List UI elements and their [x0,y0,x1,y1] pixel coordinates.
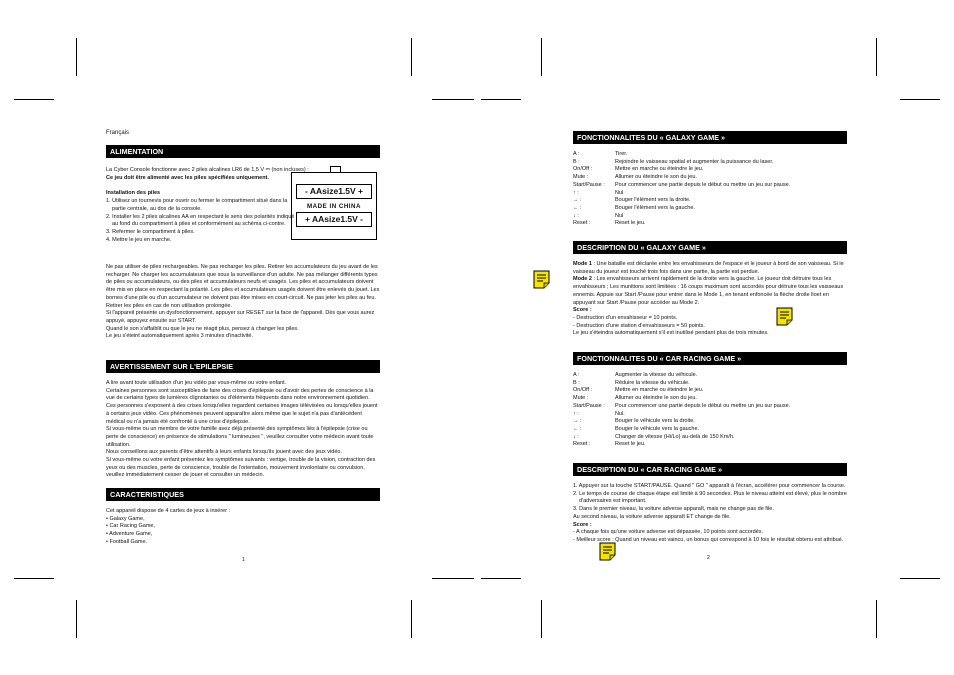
key-label: Reset : [573,441,591,448]
key-label: ← : [573,425,582,432]
car-line: d'adversaires est important. [579,498,647,505]
section-header-alimentation: ALIMENTATION [106,145,380,158]
car-line: Au second niveau, la voiture adverse apparaît ET change de file. [573,513,731,520]
crop-mark [900,578,940,579]
mode1-paragraph [573,261,847,276]
table-row [573,434,847,442]
galaxy-footer: Le jeu s'éteindra automatiquement s'il est inutilisé pendant plus de trois minutes. [573,330,769,337]
epilepsie-text [106,380,380,480]
key-label: A : [573,151,580,157]
key-label: ↑ : [573,410,579,417]
mode2-paragraph [573,276,847,307]
key-desc: Bouger le véhicule vers la gauche. [615,425,700,432]
alimentation-warning: Ce jeu doit être alimenté avec les piles spécifiées uniquement. [106,174,269,181]
alimentation-intro: La Cyber Console fonctionne avec 2 piles alcalines LR6 de 1,5 V ⎓ (non incluses) : [106,167,309,173]
galaxy-functions-table [573,151,847,228]
crop-mark [432,99,474,100]
key-desc: Reset le jeu. [615,220,646,227]
crop-mark [481,99,521,100]
paragraph: Nous conseillons aux parents d'être attentifs à leurs enfants lorsqu'ils jouent avec des jeux vidéo. [106,449,342,456]
key-desc: Réduire la vitesse du véhicule. [615,379,690,386]
key-label: ↑ : [573,189,579,196]
list-item: • Car Racing Game, [106,523,155,530]
paragraph: Le jeu s'éteint automatiquement après 3 minutes d'inactivité. [106,333,254,340]
key-label: ↓ : [573,212,579,219]
alimentation-text [106,167,309,244]
crop-mark [876,600,877,638]
table-row [573,190,847,198]
install-step: au fond du compartiment à piles et conformément au schéma ci-contre. [112,221,286,228]
score-line: - Destruction d'une station d'envahisseurs = 50 points. [573,322,705,329]
page-language: Français [106,130,130,136]
section-header-car-functions: FONCTIONNALITES DU « CAR RACING GAME » [573,352,847,365]
car-functions-table [573,372,847,449]
key-label: ↓ : [573,433,579,440]
install-step: 2. Installer les 2 piles alcalines AA en respectant le sens des polarités indiqué [106,213,295,220]
table-row [573,166,847,174]
table-row [573,395,847,403]
key-label: Start/Pause : [573,402,605,409]
battery-cell-top: - AAsize1.5V + [296,184,372,199]
paragraph: Si vous-même ou un membre de votre famille avez déjà présenté des symptômes liés à l'épilepsie (crise ou perte de conscience) en présence de stimulations " lumineuses ", veuillez consulter votre médecin avant toute utilisation. [106,426,374,448]
table-row [573,441,847,449]
section-header-car-description: DESCRIPTION DU « CAR RACING GAME » [573,463,847,476]
paragraph: Si l'appareil présente un dysfonctionnement, appuyer sur RESET sur la face de l'appareil. Dès que vous aurez appuyé, appuyez ensuite sur START. [106,310,375,324]
section-header-caracteristiques: CARACTERISTIQUES [106,488,380,501]
crop-mark [76,600,77,638]
table-row [573,418,847,426]
section-header-galaxy-description: DESCRIPTION DU « GALAXY GAME » [573,241,847,254]
section-header-epilepsie: AVERTISSEMENT SUR L'EPILEPSIE [106,360,380,373]
table-row [573,182,847,190]
table-row [573,411,847,419]
car-line: 1. Appuyer sur la touche START/PAUSE. Quand " GO " apparaît à l'écran, accélérer pour commencer la course. [573,483,846,489]
key-desc: Pour commencer une partie depuis le début ou mettre un jeu sur pause. [615,181,791,188]
car-description-text [573,483,847,545]
key-desc: Pour commencer une partie depuis le début ou mettre un jeu sur pause. [615,402,791,409]
page-number-left: 1 [242,557,245,563]
install-step: 1. Utilisez un tournevis pour ouvrir ou fermer le compartiment situé dans la [106,198,288,205]
key-desc: Allumer ou éteindre le son du jeu. [615,395,697,402]
battery-made-in: MADE IN CHINA [307,203,361,210]
galaxy-description-text [573,261,847,338]
list-item: • Football Game. [106,538,148,545]
crop-mark [14,99,54,100]
car-line: 2. Le temps de course de chaque étape est limité à 90 secondes. Plus le niveau atteint est élevé, plus le nombre [573,490,847,497]
key-desc: Changer de vitesse (Hi/Lo) au-delà de 150 Km/h. [615,433,735,440]
crop-mark [411,38,412,76]
key-label: Mute : [573,395,589,402]
key-label: Start/Pause : [573,181,605,188]
table-row [573,372,847,380]
caracteristiques-text [106,508,380,547]
key-desc: Mettre en marche ou éteindre le jeu. [615,387,704,394]
table-row [573,426,847,434]
crop-mark [541,600,542,638]
mode2-text: : Les envahisseurs arrivent rapidement de la droite vers la gauche. Le joueur doit détruire tous les envahisseurs ; Les munitions sont limitées : 16 coups maximum sont accordés pour détruire tous les vaisseaux ennemis. Appuie sur Start /Pause pour entrer dans le Mode 1, en tenant enfoncée la flèche droite lloet en appuyant sur Start /Pause pour accéder au Mode 2. [573,276,844,306]
key-label: ← : [573,204,582,211]
key-label: On/Off : [573,387,593,394]
key-desc: Nul. [615,410,625,417]
table-row [573,174,847,182]
key-desc: Bouger l'élément vers la droite. [615,197,691,204]
key-label: Reset : [573,220,591,227]
score-line: - Meilleur score : Quand un niveau est vaincu, un bonus qui correspond à 10 fois le résultat obtenu est attribué. [573,536,844,543]
key-label: → : [573,197,582,204]
battery-cell-bottom: + AAsize1.5V - [296,212,372,227]
crop-mark [76,38,77,76]
key-desc: Allumer ou éteindre le son du jeu. [615,174,697,181]
install-step: partie centrale, au dos de la console. [112,205,202,212]
key-desc: Mettre en marche ou éteindre le jeu. [615,166,704,173]
key-label: On/Off : [573,166,593,173]
crop-mark [411,600,412,638]
table-row [573,380,847,388]
key-label: B : [573,158,580,165]
score-label: Score : [573,521,592,528]
note-icon[interactable] [533,270,550,289]
key-desc: Tirer. [615,151,628,157]
table-row [573,403,847,411]
crop-mark [876,38,877,76]
key-desc: Reset le jeu. [615,441,646,448]
page-number-right: 2 [707,555,710,561]
list-item: • Galaxy Game, [106,515,145,522]
key-desc: Rejoindre le vaisseau spatial et augmenter la puissance du laser. [615,158,774,165]
key-label: → : [573,418,582,425]
key-desc: Augmenter la vitesse du véhicule. [615,372,698,378]
key-label: Mute : [573,174,589,181]
caracteristiques-intro: Cet appareil dispose de 4 cartes de jeux à insérer : [106,508,231,514]
section-header-galaxy-functions: FONCTIONNALITES DU « GALAXY GAME » [573,131,847,144]
key-desc: Bouger le véhicule vers la droite. [615,418,695,425]
paragraph: Quand le son s'affaiblit ou que le jeu ne réagit plus, pensez à changer les piles. [106,325,299,332]
crop-mark [541,38,542,76]
key-desc: Bouger l'élément vers la gauche. [615,204,695,211]
paragraph: A lire avant toute utilisation d'un jeu vidéo par vous-même ou votre enfant. [106,380,287,386]
mode2-label: Mode 2 [573,276,592,283]
table-row [573,220,847,228]
crop-mark [481,578,521,579]
install-title: Installation des piles [106,190,161,197]
install-step: 4. Mettre le jeu en marche. [106,236,172,243]
list-item: • Adventure Game, [106,531,153,538]
score-label: Score : [573,307,592,314]
alimentation-paragraphs [106,264,380,341]
table-row [573,197,847,205]
key-label: B : [573,379,580,386]
table-row [573,387,847,395]
mode1-text: : Une bataille est déclarée entre les envahisseurs de l'espace et le joueur à bord de son vaisseau. Si le vaisseau du joueur est touché trois fois dans une partie, la partie est perdue. [573,261,844,275]
paragraph: Si vous-même ou votre enfant présentez les symptômes suivants : vertige, trouble de la vision, contraction des yeux ou des muscles, perte de conscience, trouble de l'orientation, mouvement involontaire ou convulsion, veuillez immédiatement cesser de jouer et consulter un médecin. [106,457,376,479]
note-icon[interactable] [776,307,793,326]
score-line: - A chaque fois qu'une voiture adverse est dépassée, 10 points sont accordés. [573,529,764,536]
crop-mark [432,578,474,579]
paragraph: Ne pas utiliser de piles rechargeables. Ne pas recharger les piles. Retirer les accumulateurs du jeu avant de les recharger. Ne charger les accumulateurs que sous la surveillance d'un adulte. Ne pas mélanger différents types de piles ou accumulateurs, ou des piles et accumulateurs neufs et usagés. Les piles et accumulateurs doivent être mis en place en respectant la polarité. Les piles et accumulateurs usagés doivent être enlevés du jouet. Les bornes d'une pile ou d'un accumulateur ne doivent pas être mises en court-circuit. Ne pas jeter les piles au feu. Retirer les piles en cas de non utilisation prolongée. [106,264,380,309]
key-desc: Nul [615,212,624,219]
key-label: A : [573,372,580,378]
note-icon[interactable] [599,542,616,561]
install-step: 3. Refermer le compartiment à piles. [106,228,195,235]
table-row [573,159,847,167]
score-line: - Destruction d'un envahisseur = 10 points. [573,314,678,321]
table-row [573,205,847,213]
mode1-label: Mode 1 [573,261,592,267]
crop-mark [900,99,940,100]
battery-diagram [291,172,377,240]
battery-tab [330,166,341,173]
key-desc: Nul [615,189,624,196]
paragraph: Certaines personnes sont susceptibles de faire des crises d'épilepsie ou d'avoir des pertes de conscience à la vue de certains types de lumières clignotantes ou d'éléments fréquents dans notre environnement quotidien. Ces personnes s'exposent à des crises lorsqu'elles regardent certaines images télévisées ou lorsqu'elles jouent à certains jeux vidéo. Ces phénomènes peuvent apparaître alors même que le sujet n'a pas d'antécédent médical ou n'a jamais été confronté à une crise d'épilepsie. [106,387,378,425]
crop-mark [14,578,54,579]
table-row [573,213,847,221]
car-line: 3. Dans le premier niveau, la voiture adverse apparaît, mais ne change pas de file. [573,506,774,513]
table-row [573,151,847,159]
